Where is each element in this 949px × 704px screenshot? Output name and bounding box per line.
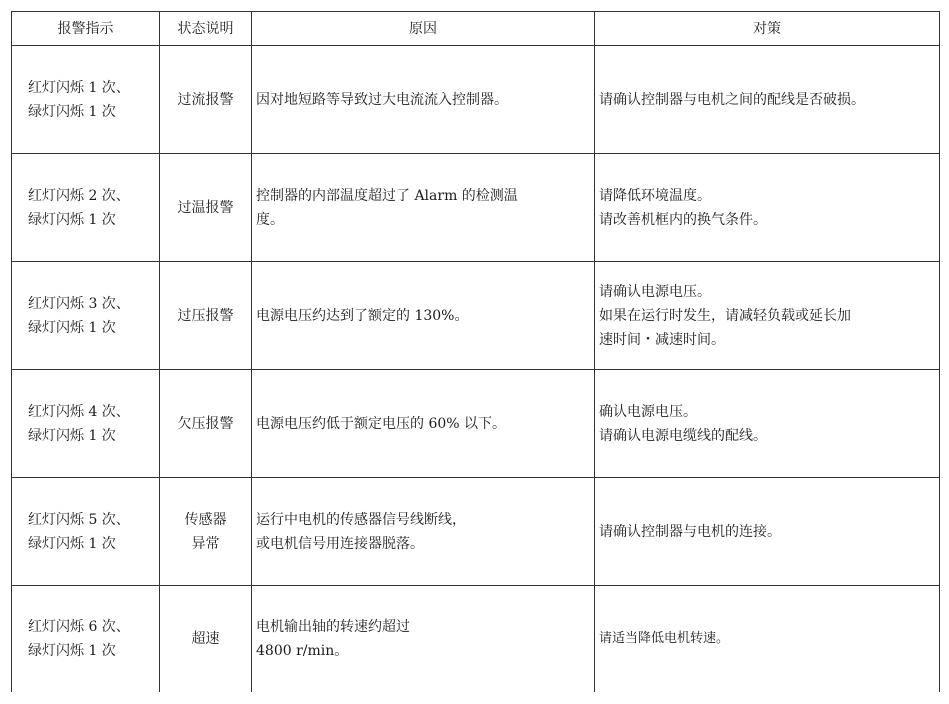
cause-line: 运行中电机的传感器信号线断线， (256, 511, 466, 528)
indicator-line: 绿灯闪烁 1 次 (28, 103, 116, 120)
table-row (12, 154, 940, 262)
measure-cell (595, 586, 940, 693)
table-row (12, 262, 940, 370)
cause-cell (252, 370, 595, 478)
indicator-line: 绿灯闪烁 1 次 (28, 427, 116, 444)
state-line: 异常 (191, 535, 220, 552)
header-state-description: 状态说明 (160, 12, 252, 46)
state-cell (160, 46, 252, 154)
measure-line: 速时间・减速时间。 (599, 331, 725, 348)
state-cell (160, 262, 252, 370)
measure-line: 请确认电源电缆线的配线。 (599, 427, 767, 444)
cause-cell (252, 586, 595, 693)
cause-line: 电源电压约低于额定电压的 60% 以下。 (256, 415, 507, 432)
measure-cell (595, 262, 940, 370)
table-header-row (12, 12, 940, 46)
measure-cell (595, 154, 940, 262)
measure-line: 请降低环境温度。 (599, 187, 711, 204)
indicator-line: 红灯闪烁 2 次、 (28, 187, 130, 204)
alarm-code-table (11, 11, 940, 692)
state-line: 欠压报警 (177, 415, 234, 432)
table-row (12, 478, 940, 586)
measure-line: 请确认控制器与电机的连接。 (599, 523, 781, 540)
state-line: 超速 (191, 631, 220, 647)
state-cell (160, 370, 252, 478)
indicator-line: 绿灯闪烁 1 次 (28, 643, 116, 659)
cause-cell (252, 154, 595, 262)
state-cell (160, 586, 252, 693)
measure-cell (595, 478, 940, 586)
state-cell (160, 154, 252, 262)
alarm-indicator-cell (12, 154, 160, 262)
measure-line: 请确认控制器与电机之间的配线是否破损。 (599, 91, 865, 108)
state-line: 过压报警 (177, 307, 234, 324)
alarm-indicator-cell (12, 586, 160, 693)
header-alarm-indicator: 报警指示 (12, 12, 160, 46)
indicator-line: 绿灯闪烁 1 次 (28, 211, 116, 228)
header-cause: 原因 (252, 12, 595, 46)
measure-line: 请适当降低电机转速。 (599, 631, 730, 646)
indicator-line: 红灯闪烁 5 次、 (28, 511, 130, 528)
cause-cell (252, 262, 595, 370)
cause-line: 度。 (256, 211, 284, 228)
measure-line: 请确认电源电压。 (599, 283, 711, 300)
indicator-line: 绿灯闪烁 1 次 (28, 535, 116, 552)
cause-line: 电机输出轴的转速约超过 (256, 619, 410, 635)
alarm-indicator-cell (12, 46, 160, 154)
table-row (12, 370, 940, 478)
state-line: 过流报警 (177, 91, 234, 108)
cause-line: 控制器的内部温度超过了 Alarm 的检测温 (256, 187, 518, 204)
indicator-line: 红灯闪烁 6 次、 (28, 619, 130, 635)
measure-line: 请改善机框内的换气条件。 (599, 211, 767, 228)
alarm-indicator-cell (12, 370, 160, 478)
state-line: 传感器 (184, 511, 227, 528)
measure-line: 确认电源电压。 (599, 403, 697, 420)
indicator-line: 红灯闪烁 4 次、 (28, 403, 130, 420)
table-row (12, 46, 940, 154)
indicator-line: 红灯闪烁 1 次、 (28, 79, 130, 96)
header-countermeasure: 对策 (595, 12, 940, 46)
cause-line: 或电机信号用连接器脱落。 (256, 535, 424, 552)
indicator-line: 红灯闪烁 3 次、 (28, 295, 130, 312)
measure-cell (595, 370, 940, 478)
state-cell (160, 478, 252, 586)
table-row (12, 586, 940, 693)
measure-cell (595, 46, 940, 154)
alarm-indicator-cell (12, 262, 160, 370)
cause-line: 电源电压约达到了额定的 130%。 (256, 307, 469, 324)
indicator-line: 绿灯闪烁 1 次 (28, 319, 116, 336)
state-line: 过温报警 (177, 199, 234, 216)
cause-cell (252, 478, 595, 586)
cause-cell (252, 46, 595, 154)
cause-line: 因对地短路等导致过大电流流入控制器。 (256, 91, 508, 108)
measure-line: 如果在运行时发生，请减轻负载或延长加 (599, 307, 851, 324)
alarm-indicator-cell (12, 478, 160, 586)
cause-line: 4800 r/min。 (256, 643, 349, 659)
